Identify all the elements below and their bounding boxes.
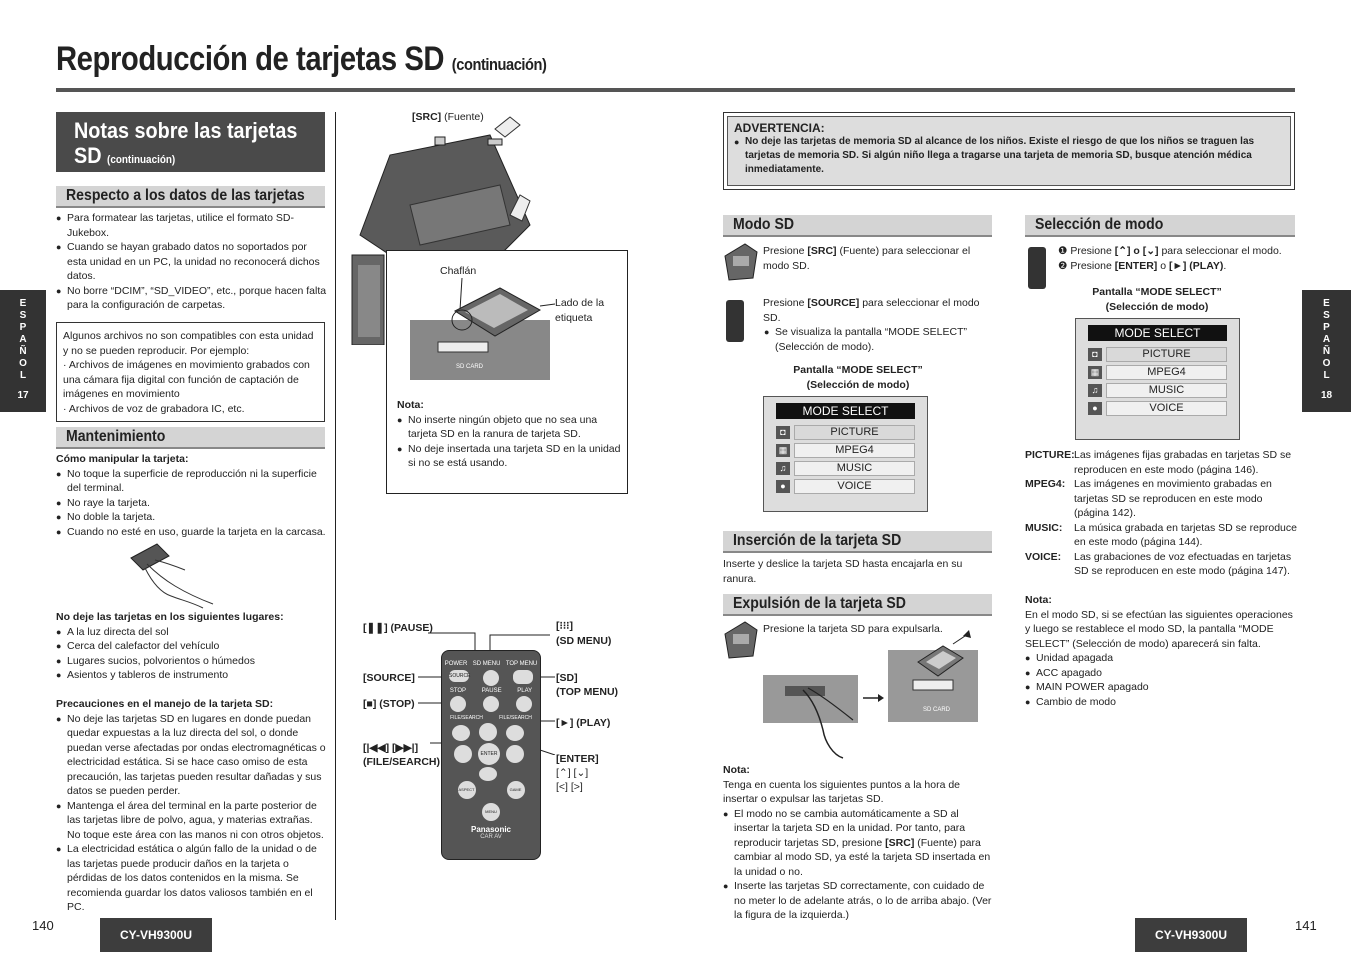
list-item: ● Cambio de modo <box>1025 695 1295 710</box>
sd-eject-illustration <box>763 620 983 760</box>
side-tab-letter: Ñ <box>1322 346 1331 357</box>
src-suffix: (Fuente) <box>441 111 484 123</box>
modo-sd-step2 <box>763 296 988 325</box>
side-tab-letter: A <box>19 334 27 345</box>
remote-label-play: [►] (PLAY) <box>556 717 611 729</box>
side-tab-letter: E <box>19 298 27 309</box>
list-item: ● Inserte las tarjetas SD correctamente, con cuidado de no meter lo de adelante atrás, o lo de arriba abajo. (Ver la figura de la izquierda.) <box>723 879 995 923</box>
s1-keys: [⌃] o [⌄] <box>1114 245 1159 257</box>
screen-caption-1 <box>763 363 953 392</box>
side-tab-right <box>1302 290 1351 412</box>
sd-top-menu-button[interactable] <box>513 670 533 684</box>
s2-pre: Presione <box>1070 259 1115 272</box>
src-key: [SRC] <box>412 111 442 123</box>
modo-sd-bullets <box>764 325 974 354</box>
note-title: Nota: <box>1025 594 1052 606</box>
label-side-label: Lado de la etiqueta <box>555 297 605 324</box>
remote-label-pause: [❚❚] (PAUSE) <box>363 622 433 634</box>
mode-item-voice[interactable] <box>776 479 915 494</box>
section-seleccion-title: Selección de modo <box>1035 216 1164 233</box>
side-tab-left <box>0 290 46 412</box>
list-item: ● Para formatear las tarjetas, utilice el formato SD-Jukebox. <box>56 211 328 240</box>
mode-item-music[interactable] <box>1088 383 1227 398</box>
middle-note-title: Nota: <box>397 399 424 411</box>
side-tab-number: 17 <box>17 390 29 401</box>
expulsion-text: Presione la tarjeta SD para expulsarla. <box>763 623 943 635</box>
side-tab-letter: Ñ <box>19 346 27 357</box>
compat-item: · Archivos de imágenes en movimiento grabados con una cámara fija digital con función de captación de imágenes en movimiento <box>63 359 310 400</box>
list-item: ● Unidad apagada <box>1025 651 1295 666</box>
section-expulsion <box>723 594 992 616</box>
data-bullets <box>56 211 328 313</box>
section-seleccion <box>1025 215 1295 237</box>
seleccion-step2: ❷ Presione [ENTER] o [►] (PLAY). <box>1058 259 1227 272</box>
remote-control <box>441 650 541 860</box>
compat-item: · Archivos de voz de grabadora IC, etc. <box>63 402 245 415</box>
chamfer-label: Chaflán <box>440 265 477 277</box>
s2-keys: [ENTER] <box>1114 259 1158 272</box>
sd-card-slot-label: SD CARD <box>456 364 484 370</box>
side-tab-letter: S <box>19 310 27 321</box>
section-insercion <box>723 531 992 553</box>
warning-box <box>723 112 1295 190</box>
list-item: ● Lugares sucios, polvorientos o húmedos <box>56 654 328 669</box>
def-term: PICTURE: <box>1025 449 1075 461</box>
side-tab-letter: E <box>1323 298 1330 309</box>
step1-key: [SRC] <box>807 245 837 257</box>
music-note-icon: ♫ <box>1088 384 1102 397</box>
section-expulsion-title: Expulsión de la tarjeta SD <box>733 595 906 612</box>
list-item: ● No doble la tarjeta. <box>56 510 328 525</box>
list-item: ● Cerca del calefactor del vehículo <box>56 639 328 654</box>
side-tab-letter: A <box>1322 334 1331 345</box>
list-item: ● No deje las tarjetas SD en lugares en donde puedan quedar expuestas a la luz directa del sol, o donde puedan verse afectadas por ondas electromagnéticas o electricidad estática. Si se hace caso omiso de esta precaución, las tarjetas pueden resultar dañadas y sus datos se pueden perder. <box>56 712 328 799</box>
note-intro: Tenga en cuenta los siguientes puntos a la hora de insertar o expulsar las tarjetas SD. <box>723 778 961 805</box>
unit-icon <box>723 620 759 660</box>
model-label-right: CY-VH9300U <box>1135 918 1247 952</box>
def-desc: Las grabaciones de voz efectuadas en tarjetas SD se reproducen en este modo (página 147). <box>1074 550 1292 577</box>
sd-eject-slot-label: SD CARD <box>923 707 951 713</box>
places-title: No deje las tarjetas en los siguientes lugares: <box>56 611 284 623</box>
mode-label: PICTURE <box>1106 347 1227 362</box>
def-desc: Las imágenes en movimiento grabadas en tarjetas SD se reproducen en este modo (página 142). <box>1074 478 1272 519</box>
note-b1-post: (Fuente) para cambiar al modo SD, ya esté la tarjeta SD insertada en la unidad o no. <box>734 836 991 878</box>
def-row <box>1025 448 1297 477</box>
step2-pre: Presione <box>763 297 808 309</box>
s1-pre: Presione <box>1070 245 1115 257</box>
mode-label: MPEG4 <box>1106 365 1227 380</box>
page-title-text: Reproducción de tarjetas SD <box>56 40 445 78</box>
mode-label: PICTURE <box>794 425 915 440</box>
seleccion-steps <box>1058 244 1298 273</box>
handling-title: Cómo manipular la tarjeta: <box>56 453 189 465</box>
middle-note <box>397 398 621 471</box>
list-item: ● Cuando no esté en uso, guarde la tarjeta en la carcasa. <box>56 525 328 540</box>
mode-definitions <box>1025 448 1297 579</box>
model-label-left: CY-VH9300U <box>100 918 212 952</box>
list-item: ● No inserte ningún objeto que no sea una tarjeta SD en la ranura de tarjeta SD. <box>397 413 621 442</box>
note-text: En el modo SD, si se efectúan las siguientes operaciones y luego se restablece el modo SD, la pantalla “MODE SELECT” (Selección de modo) aparecerá sin falta. <box>1025 608 1293 650</box>
seleccion-step1: ❶ Presione [⌃] o [⌄] para seleccionar el modo. <box>1058 245 1282 257</box>
mode-item-picture[interactable] <box>776 425 915 440</box>
def-row <box>1025 477 1297 521</box>
compat-box <box>56 322 325 422</box>
up-button[interactable] <box>479 723 497 741</box>
aspect-button[interactable]: ASPECT <box>458 781 476 799</box>
notes-title-block <box>56 112 325 172</box>
warning-text: ● No deje las tarjetas de memoria SD al alcance de los niños. Existe el riesgo de que los niños se traguen las tarjetas de memoria SD. Si algún niño llega a tragarse una tarjeta de memoria SD, busque atención médica inmediatamente. <box>734 135 1284 177</box>
list-item: ● Cuando se hayan grabado datos no soportados por esta unidad en un PC, la unidad no reconocerá dichos datos. <box>56 240 328 284</box>
side-tab-letter: O <box>19 358 27 369</box>
page-number-right: 141 <box>1295 918 1317 933</box>
compat-intro: Algunos archivos no son compatibles con esta unidad y no se pueden reproducir. Por ejemplo: <box>63 330 314 357</box>
mode-label: VOICE <box>794 479 915 494</box>
def-row <box>1025 521 1297 550</box>
side-tab-letter: P <box>1323 322 1330 333</box>
places-block <box>56 610 328 683</box>
remote-car-av: CAR AV <box>480 834 502 840</box>
column-divider <box>335 112 336 920</box>
remote-label-arrows1: [⌃] [⌄] <box>556 767 589 779</box>
section-maintenance <box>56 427 325 449</box>
list-item: ● Asientos y tableros de instrumento <box>56 668 328 683</box>
seleccion-note <box>1025 593 1295 709</box>
mode-item-voice[interactable] <box>1088 401 1227 416</box>
precaution-title: Precauciones en el manejo de la tarjeta SD: <box>56 698 274 710</box>
mode-item-mpeg4[interactable] <box>1088 365 1227 380</box>
film-icon: ▦ <box>1088 366 1102 379</box>
remote-label-sdmenu: (SD MENU) <box>556 635 612 647</box>
remote-btn-topmenu: TOP MENU <box>505 661 538 667</box>
s2-mid: o <box>1157 259 1169 272</box>
remote-icon <box>1028 247 1046 289</box>
screen-header: MODE SELECT <box>1088 325 1227 341</box>
remote-label-file-search: (FILE/SEARCH) <box>363 756 440 768</box>
film-icon: ▦ <box>776 444 790 457</box>
precaution-block <box>56 697 328 915</box>
list-item <box>723 807 995 880</box>
list-item: ● A la luz directa del sol <box>56 625 328 640</box>
def-term: VOICE: <box>1025 550 1062 563</box>
sd-menu-button[interactable] <box>483 670 499 686</box>
notes-title: Notas sobre las tarjetas <box>74 118 298 143</box>
def-desc: La música grabada en tarjetas SD se reproduce en este modo (página 144). <box>1074 521 1297 548</box>
mode-label: MUSIC <box>1106 383 1227 398</box>
modo-sd-step1 <box>763 244 983 273</box>
mode-label: MUSIC <box>794 461 915 476</box>
list-item: ● No raye la tarjeta. <box>56 496 328 511</box>
game-button[interactable]: GAME <box>507 781 525 799</box>
list-item: ● Se visualiza la pantalla “MODE SELECT” (Selección de modo). <box>764 325 974 354</box>
remote-icon <box>726 300 744 342</box>
list-item: ● Mantenga el área del terminal en la parte posterior de las tarjetas libre de polvo, agua, y materias extrañas. No toque este área con las manos ni con otros objetos. <box>56 799 328 843</box>
remote-label-topmenu: (TOP MENU) <box>556 686 619 698</box>
remote-btn-stop: STOP <box>449 688 467 694</box>
note-b1-pre: El modo no se cambia automáticamente a SD al insertar la tarjeta SD en la unidad. Por tanto, para reproducir tarjetas SD, presione <box>734 807 966 849</box>
note-b1-key: [SRC] <box>885 836 915 849</box>
unit-icon <box>723 242 759 282</box>
remote-brand: Panasonic <box>470 825 511 834</box>
handling-block <box>56 452 328 539</box>
s2-post: . <box>1223 259 1227 272</box>
sd-card-insert-illustration <box>410 276 555 380</box>
screen-caption-line2: (Selección de modo) <box>806 378 910 391</box>
section-data-title: Respecto a los datos de las tarjetas <box>66 187 305 204</box>
pause-button[interactable] <box>483 696 499 712</box>
list-item: ● No toque la superficie de reproducción ni la superficie del terminal. <box>56 467 328 496</box>
insert-eject-note <box>723 763 995 923</box>
note-title: Nota: <box>723 764 750 776</box>
remote-label-enter: [ENTER] <box>556 753 599 765</box>
section-modo-sd <box>723 215 992 237</box>
section-data <box>56 186 325 208</box>
microphone-icon: ● <box>1088 402 1102 415</box>
enter-button[interactable]: ENTER <box>478 743 500 765</box>
title-rule <box>56 88 1295 92</box>
music-note-icon: ♫ <box>776 462 790 475</box>
mode-item-mpeg4[interactable] <box>776 443 915 458</box>
section-modo-sd-title: Modo SD <box>733 216 795 233</box>
side-tab-letter: S <box>1323 310 1330 321</box>
source-button[interactable]: SOURCE <box>449 670 469 682</box>
skip-back-button[interactable] <box>452 725 470 741</box>
remote-label-stop: [■] (STOP) <box>363 698 415 710</box>
remote-btn-fs-next: FILE/SEARCH <box>499 715 532 721</box>
screen-caption-line1: Pantalla “MODE SELECT” <box>1092 286 1222 298</box>
mode-item-music[interactable] <box>776 461 915 476</box>
def-term: MPEG4: <box>1025 478 1066 490</box>
remote-label-source: [SOURCE] <box>363 672 415 684</box>
side-tab-letter: O <box>1322 358 1331 369</box>
camera-icon: ◘ <box>776 426 790 439</box>
mode-label: MPEG4 <box>794 443 915 458</box>
left-button[interactable] <box>454 745 472 763</box>
camera-icon: ◘ <box>1088 348 1102 361</box>
notes-title-2: SD <box>74 143 102 168</box>
s1-post: para seleccionar el modo. <box>1158 245 1282 257</box>
side-tab-letter: P <box>19 322 27 333</box>
side-tab-letter: L <box>1323 370 1330 381</box>
microphone-icon: ● <box>776 480 790 493</box>
section-insercion-title: Inserción de la tarjeta SD <box>733 532 902 549</box>
warning-title: ADVERTENCIA: <box>734 121 825 135</box>
remote-label-sdmenu-key: [⁝⁝⁝] <box>556 620 574 632</box>
remote-label-file-keys: [|◀◀] [▶▶|] <box>363 742 419 754</box>
screen-header: MODE SELECT <box>776 403 915 419</box>
page-number-left: 140 <box>32 918 54 933</box>
def-row <box>1025 550 1297 579</box>
skip-forward-button[interactable] <box>506 725 524 741</box>
menu-button[interactable]: MENU <box>482 803 500 821</box>
step2-post: para seleccionar el modo SD. <box>763 297 980 324</box>
play-button[interactable] <box>516 696 532 712</box>
insercion-text: Inserte y deslice la tarjeta SD hasta encajarla en su ranura. <box>723 558 963 585</box>
down-button[interactable] <box>479 767 497 781</box>
stop-button[interactable] <box>450 696 466 712</box>
section-maintenance-title: Mantenimiento <box>66 428 166 445</box>
hand-card-illustration <box>125 540 225 610</box>
screen-caption-line1: Pantalla “MODE SELECT” <box>793 364 923 376</box>
mode-item-picture[interactable] <box>1088 347 1227 362</box>
remote-btn-power: POWER <box>444 661 468 667</box>
right-button[interactable] <box>506 745 524 763</box>
list-item: ● La electricidad estática o algún fallo de la unidad o de las tarjetas puede producir daños en la tarjeta o pérdidas de los datos contenidos en la misma. Se recomienda guardar los datos valiosos también en el PC. <box>56 842 328 915</box>
step1-pre: Presione <box>763 245 808 257</box>
notes-title-cont: (continuación) <box>107 154 176 166</box>
remote-btn-sdmenu: SD MENU <box>472 661 501 667</box>
screen-caption-line2: (Selección de modo) <box>1105 300 1209 313</box>
side-tab-letter: L <box>19 370 27 381</box>
remote-label-arrows2: [<] [>] <box>556 781 583 793</box>
list-item: ● No borre “DCIM”, “SD_VIDEO”, etc., porque hacen falta para la configuración de carpetas. <box>56 284 328 313</box>
list-item: ● MAIN POWER apagado <box>1025 680 1295 695</box>
remote-btn-fs-prev: FILE/SEARCH <box>450 715 483 721</box>
mode-select-screen-1 <box>763 396 928 512</box>
page-title-continuation: (continuación) <box>451 55 547 74</box>
step2-key: [SOURCE] <box>807 297 860 309</box>
list-item: ● No deje insertada una tarjeta SD en la unidad si no se está usando. <box>397 442 621 471</box>
remote-btn-pause: PAUSE <box>481 688 502 694</box>
page-title <box>56 40 546 79</box>
mode-label: VOICE <box>1106 401 1227 416</box>
mode-select-screen-2 <box>1075 318 1240 440</box>
step1-post: (Fuente) para seleccionar el modo SD. <box>763 245 971 272</box>
remote-btn-play: PLAY <box>517 688 533 694</box>
list-item: ● ACC apagado <box>1025 666 1295 681</box>
def-desc: Las imágenes fijas grabadas en tarjetas SD se reproducen en este modo (página 146). <box>1074 449 1292 476</box>
remote-label-sd: [SD] <box>556 672 578 684</box>
def-term: MUSIC: <box>1025 521 1063 534</box>
s2-keys2: [►] (PLAY) <box>1168 259 1224 272</box>
screen-caption-2 <box>1075 285 1239 314</box>
side-tab-number: 18 <box>1320 390 1333 401</box>
